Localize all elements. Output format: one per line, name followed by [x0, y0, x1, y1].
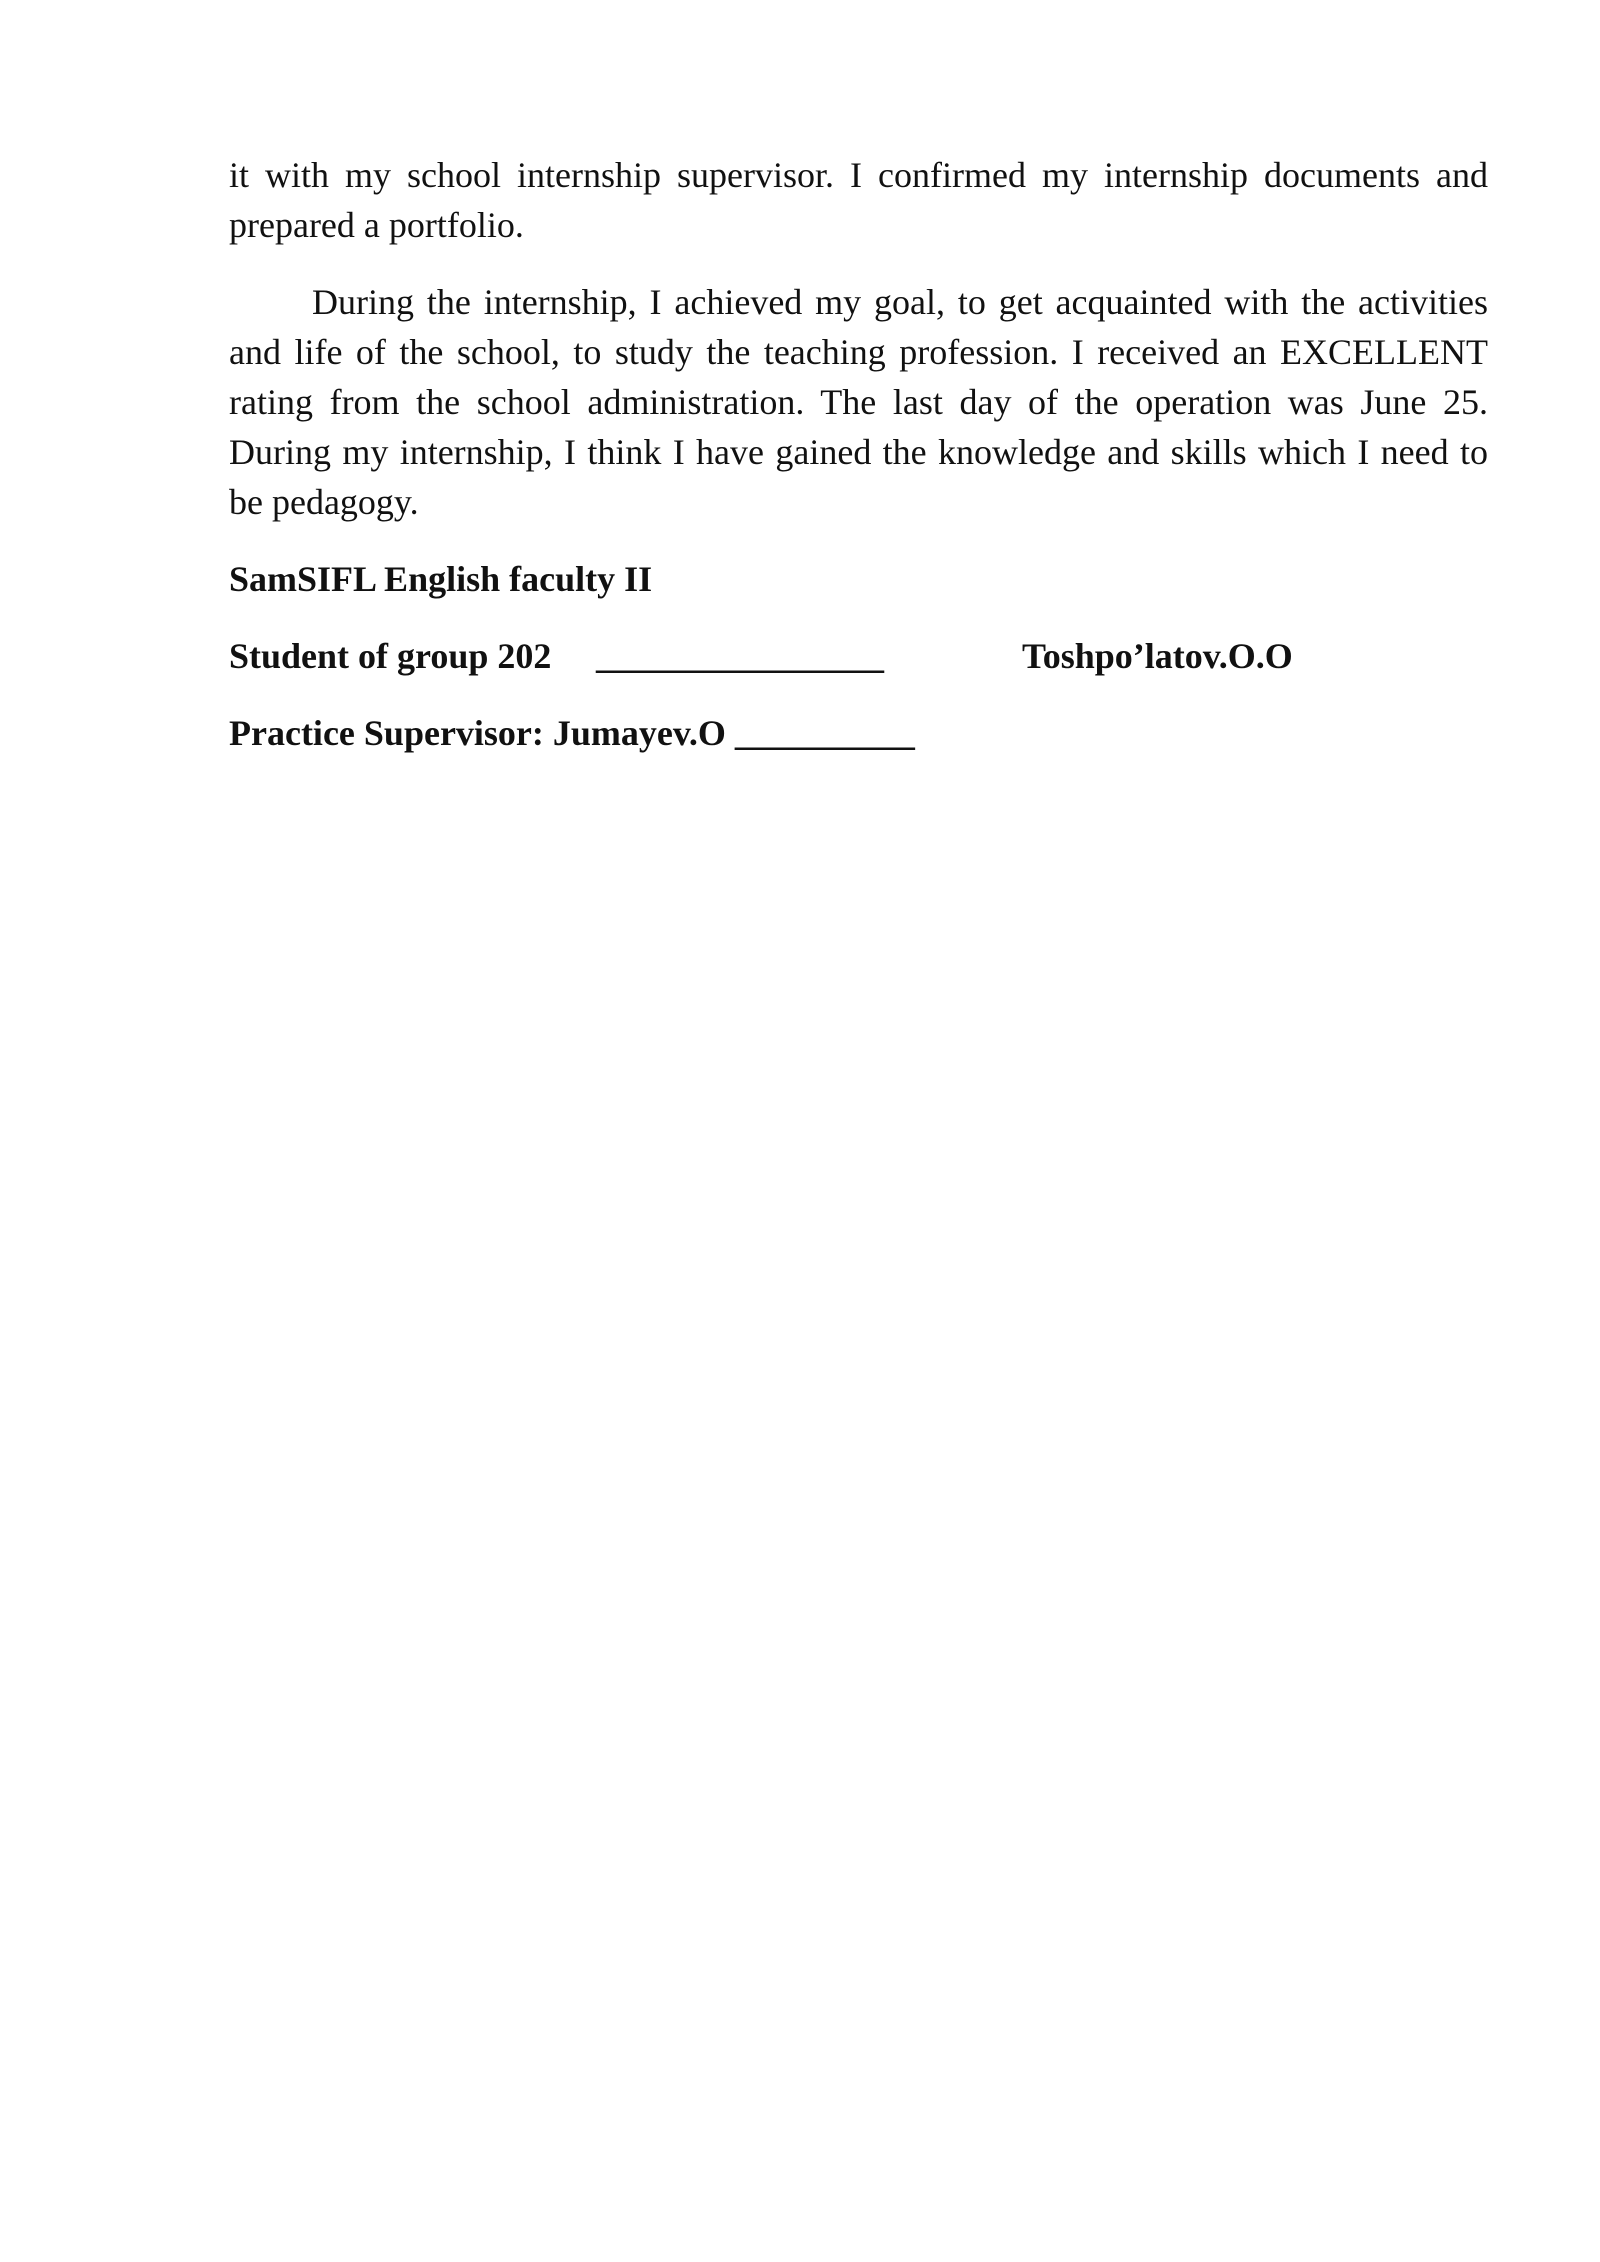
- supervisor-signature-row: [229, 708, 1488, 758]
- student-signature-line: ________________: [596, 636, 884, 676]
- paragraph-continuation: it with my school internship supervisor. I confirmed my internship documents and prepared a portfolio.: [229, 155, 1488, 245]
- supervisor-signature-line: __________: [734, 713, 915, 753]
- faculty-line: SamSIFL English faculty II: [229, 559, 653, 599]
- student-signature-row: [229, 631, 1488, 681]
- paragraph-internship-summary: During the internship, I achieved my goal, to get acquainted with the activities and life of the school, to study the teaching profession. I received an EXCELLENT rating from the school administration. The last day of the operation was June 25. During my internship, I think I have gained the knowledge and skills which I need to be pedagogy.: [229, 282, 1488, 522]
- document-body: [229, 150, 1488, 758]
- supervisor-label: Practice Supervisor: Jumayev.O: [229, 713, 726, 753]
- student-name: Toshpo’latov.O.O: [1022, 636, 1293, 676]
- student-group-label: Student of group 202: [229, 636, 552, 676]
